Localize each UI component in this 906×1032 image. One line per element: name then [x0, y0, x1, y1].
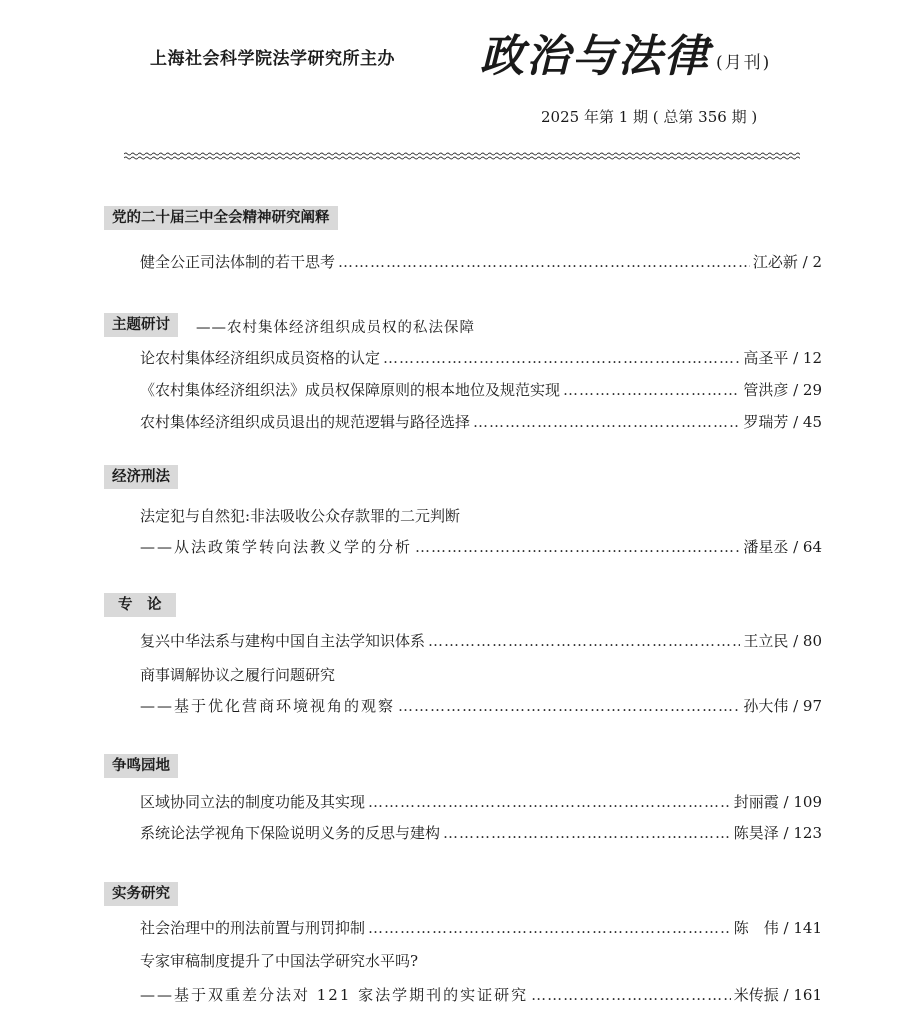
theme-subtitle: ——农村集体经济组织成员权的私法保障 — [196, 320, 475, 336]
entry-title: 区域协同立法的制度功能及其实现 — [140, 793, 366, 811]
sponsor-line: 上海社会科学院法学研究所主办 — [150, 49, 395, 69]
leader-dots — [428, 632, 740, 650]
leader-dots — [473, 413, 740, 431]
toc-entry[interactable] — [140, 984, 822, 1006]
toc-entry[interactable] — [140, 917, 822, 939]
entry-title: 复兴中华法系与建构中国自主法学知识体系 — [140, 632, 426, 650]
section-tag-economic-criminal-law: 经济刑法 — [104, 465, 178, 489]
entry-subtitle: ——从法政策学转向法教义学的分析 — [140, 538, 413, 556]
leader-dots — [368, 919, 731, 937]
leader-dots — [531, 986, 731, 1004]
decorative-rule — [124, 147, 800, 165]
entry-title[interactable]: 商事调解协议之履行问题研究 — [140, 666, 336, 684]
toc-entry[interactable] — [140, 822, 822, 844]
leader-dots — [563, 381, 740, 399]
section-tag-practice: 实务研究 — [104, 882, 178, 906]
entry-author-page: 陈 伟 / 141 — [733, 919, 822, 937]
section-tag-debate: 争鸣园地 — [104, 754, 178, 778]
entry-title: 论农村集体经济组织成员资格的认定 — [140, 349, 381, 367]
toc-entry[interactable] — [140, 379, 822, 401]
entry-author-page: 王立民 / 80 — [743, 632, 822, 650]
entry-author-page: 江必新 / 2 — [752, 253, 822, 271]
entry-author-page: 潘星丞 / 64 — [743, 538, 822, 556]
toc-entry[interactable] — [140, 251, 822, 273]
leader-dots — [368, 793, 731, 811]
entry-title: 社会治理中的刑法前置与刑罚抑制 — [140, 919, 366, 937]
entry-title[interactable]: 法定犯与自然犯:非法吸收公众存款罪的二元判断 — [140, 507, 461, 525]
toc-entry[interactable] — [140, 536, 822, 558]
leader-dots — [398, 697, 740, 715]
toc-entry[interactable] — [140, 347, 822, 369]
entry-author-page: 封丽霞 / 109 — [733, 793, 822, 811]
entry-subtitle: ——基于双重差分法对 121 家法学期刊的实证研究 — [140, 986, 529, 1004]
entry-author-page: 高圣平 / 12 — [743, 349, 822, 367]
leader-dots — [383, 349, 740, 367]
entry-title: 健全公正司法体制的若干思考 — [140, 253, 336, 271]
leader-dots — [443, 824, 731, 842]
toc-entry[interactable] — [140, 695, 822, 717]
toc-entry[interactable] — [140, 791, 822, 813]
section-tag-politics: 党的二十届三中全会精神研究阐释 — [104, 206, 338, 230]
entry-author-page: 米传振 / 161 — [733, 986, 822, 1004]
section-tag-monograph: 专 论 — [104, 593, 176, 617]
entry-subtitle: ——基于优化营商环境视角的观察 — [140, 697, 396, 715]
section-tag-theme: 主题研讨 — [104, 313, 178, 337]
entry-title[interactable]: 专家审稿制度提升了中国法学研究水平吗? — [140, 952, 419, 970]
toc-entry[interactable] — [140, 630, 822, 652]
leader-dots — [338, 253, 750, 271]
entry-author-page: 罗瑞芳 / 45 — [743, 413, 822, 431]
entry-title: 《农村集体经济组织法》成员权保障原则的根本地位及规范实现 — [140, 381, 561, 399]
entry-author-page: 陈昊泽 / 123 — [733, 824, 822, 842]
toc-entry[interactable] — [140, 411, 822, 433]
entry-title: 农村集体经济组织成员退出的规范逻辑与路径选择 — [140, 413, 471, 431]
leader-dots — [415, 538, 740, 556]
issue-info: 2025 年第 1 期 ( 总第 356 期 ) — [541, 108, 758, 126]
journal-frequency: (月刊) — [716, 53, 772, 73]
journal-logo: 政治与法律 — [480, 31, 710, 82]
entry-author-page: 管洪彦 / 29 — [743, 381, 822, 399]
entry-title: 系统论法学视角下保险说明义务的反思与建构 — [140, 824, 441, 842]
entry-author-page: 孙大伟 / 97 — [743, 697, 822, 715]
